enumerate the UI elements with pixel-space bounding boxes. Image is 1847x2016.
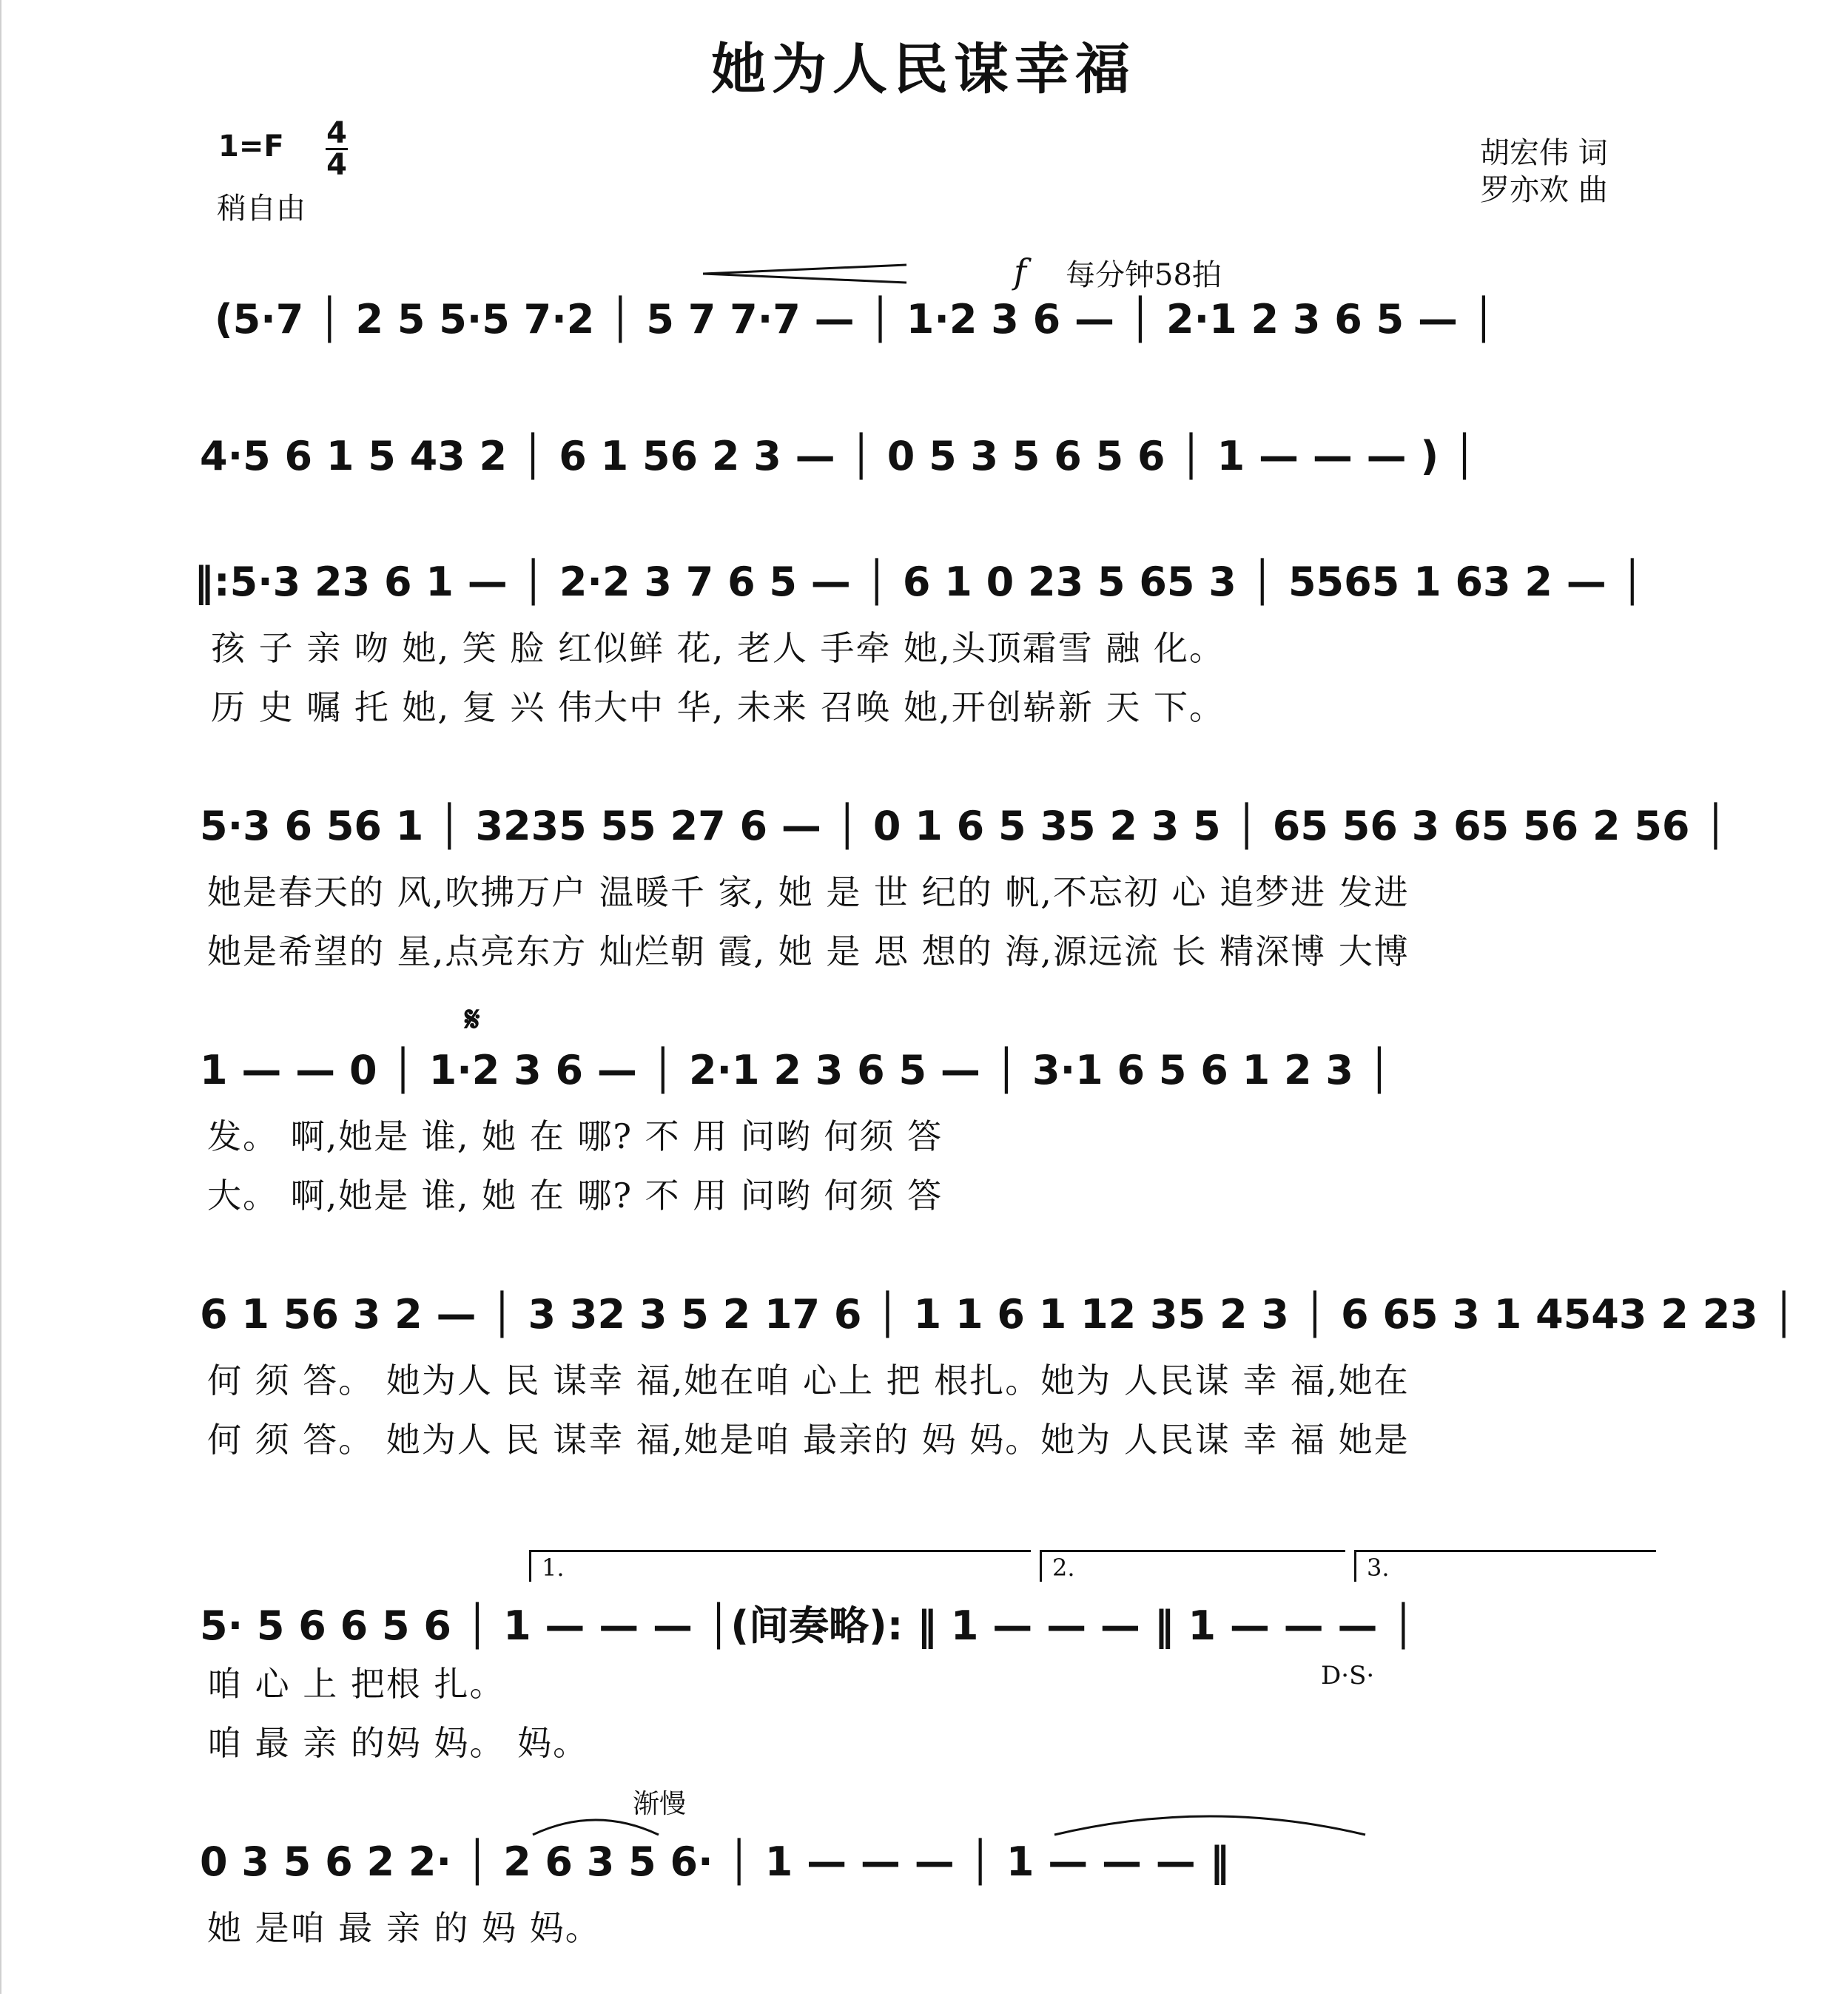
system-row-8 [0, 1838, 1847, 2016]
tie-arc-final-1 [529, 1809, 662, 1838]
crescendo-hairpin [703, 263, 910, 285]
volta-bracket-3: 3. [1354, 1550, 1656, 1582]
system-row-6 [0, 1291, 1847, 1469]
system-row-7 [0, 1594, 1847, 1772]
lyric-verse2-row-3: 历 史 嘱 托 她, 复 兴 伟大中 华, 未来 召唤 她,开创崭新 天 下。 [211, 687, 1225, 727]
notes-row-1: (5·7 │ 2 5 5·5 7·2 │ 5 7 7·7 — │ 1·2 3 6 — │ 2·1 2 3 6 5 — │ [215, 296, 1496, 343]
time-signature-top: 4 [326, 116, 347, 150]
notes-row-6: 6 1 56 3 2 — │ 3 32 3 5 2 17 6 │ 1 1 6 1 12 35 2 3 │ 6 65 3 1 4543 2 23 │ [200, 1291, 1797, 1338]
lyric-verse1-row-7: 咱 心 上 把根 扎。 [207, 1664, 505, 1704]
system-row-5 [0, 1047, 1847, 1224]
lyricist-credit: 胡宏伟 词 [1480, 136, 1608, 170]
notes-row-7: 5· 5 6 6 5 6 │ 1 — — — │(间奏略): ‖ 1 — — — ‖ 1 — — — │ [200, 1602, 1416, 1649]
segno-sign: 𝄋 [465, 999, 480, 1040]
notes-row-4: 5·3 6 56 1 │ 3235 55 27 6 — │ 0 1 6 5 35 2 3 5 │ 65 56 3 65 56 2 56 │ [200, 803, 1728, 849]
lyric-verse1-row-3: 孩 子 亲 吻 她, 笑 脸 红似鲜 花, 老人 手牵 她,头顶霜雪 融 化。 [211, 628, 1225, 668]
system-row-4 [0, 803, 1847, 980]
lyric-verse1-row-6: 何 须 答。 她为人 民 谋幸 福,她在咱 心上 把 根扎。她为 人民谋 幸 福,她在 [207, 1361, 1410, 1400]
composer-credit: 罗亦欢 曲 [1480, 173, 1608, 207]
lyric-verse2-row-6: 何 须 答。 她为人 民 谋幸 福,她是咱 最亲的 妈 妈。她为 人民谋 幸 福 她是 [207, 1420, 1410, 1460]
ritardando-mark: 渐慢 [633, 1789, 687, 1819]
notes-row-5: 1 — — 0 │ 1·2 3 6 — │ 2·1 2 3 6 5 — │ 3·1 6 5 6 1 2 3 │ [200, 1047, 1392, 1093]
time-signature [326, 118, 348, 180]
key-signature: 1=F [218, 129, 284, 163]
lyric-verse2-row-5: 大。 啊,她是 谁, 她 在 哪? 不 用 问哟 何须 答 [207, 1176, 943, 1216]
lyric-verse2-row-7: 咱 最 亲 的妈 妈。 妈。 [207, 1723, 589, 1763]
lyric-verse1-row-8: 她 是咱 最 亲 的 妈 妈。 [207, 1908, 601, 1948]
lyric-verse1-row-4: 她是春天的 风,吹拂万户 温暖千 家, 她 是 世 纪的 帆,不忘初 心 追梦进 发进 [207, 872, 1410, 912]
notes-row-8: 0 3 5 6 2 2· │ 2 6 3 5 6· │ 1 — — — │ 1 — — — ‖ [200, 1838, 1230, 1885]
tempo-mark: 每分钟58拍 [1066, 258, 1222, 292]
tempo-word: 稍自由 [217, 192, 306, 226]
system-row-3 [0, 559, 1847, 736]
song-title: 她为人民谋幸福 [711, 38, 1136, 101]
dal-segno-mark: D·S· [1321, 1661, 1375, 1690]
lyric-verse1-row-5: 发。 啊,她是 谁, 她 在 哪? 不 用 问哟 何须 答 [207, 1116, 943, 1156]
volta-bracket-1: 1. [529, 1550, 1031, 1582]
tie-arc-final-2 [1051, 1805, 1369, 1838]
volta-bracket-2: 2. [1040, 1550, 1345, 1582]
notes-row-3: ‖:5·3 23 6 1 — │ 2·2 3 7 6 5 — │ 6 1 0 23 5 65 3 │ 5565 1 63 2 — │ [194, 559, 1645, 605]
dynamic-mark: f [1014, 252, 1027, 291]
notes-row-2: 4·5 6 1 5 43 2 │ 6 1 56 2 3 — │ 0 5 3 5 6 5 6 │ 1 — — — ) │ [200, 433, 1477, 479]
time-signature-bottom: 4 [326, 148, 347, 182]
lyric-verse2-row-4: 她是希望的 星,点亮东方 灿烂朝 霞, 她 是 思 想的 海,源远流 长 精深博 大博 [207, 931, 1410, 971]
